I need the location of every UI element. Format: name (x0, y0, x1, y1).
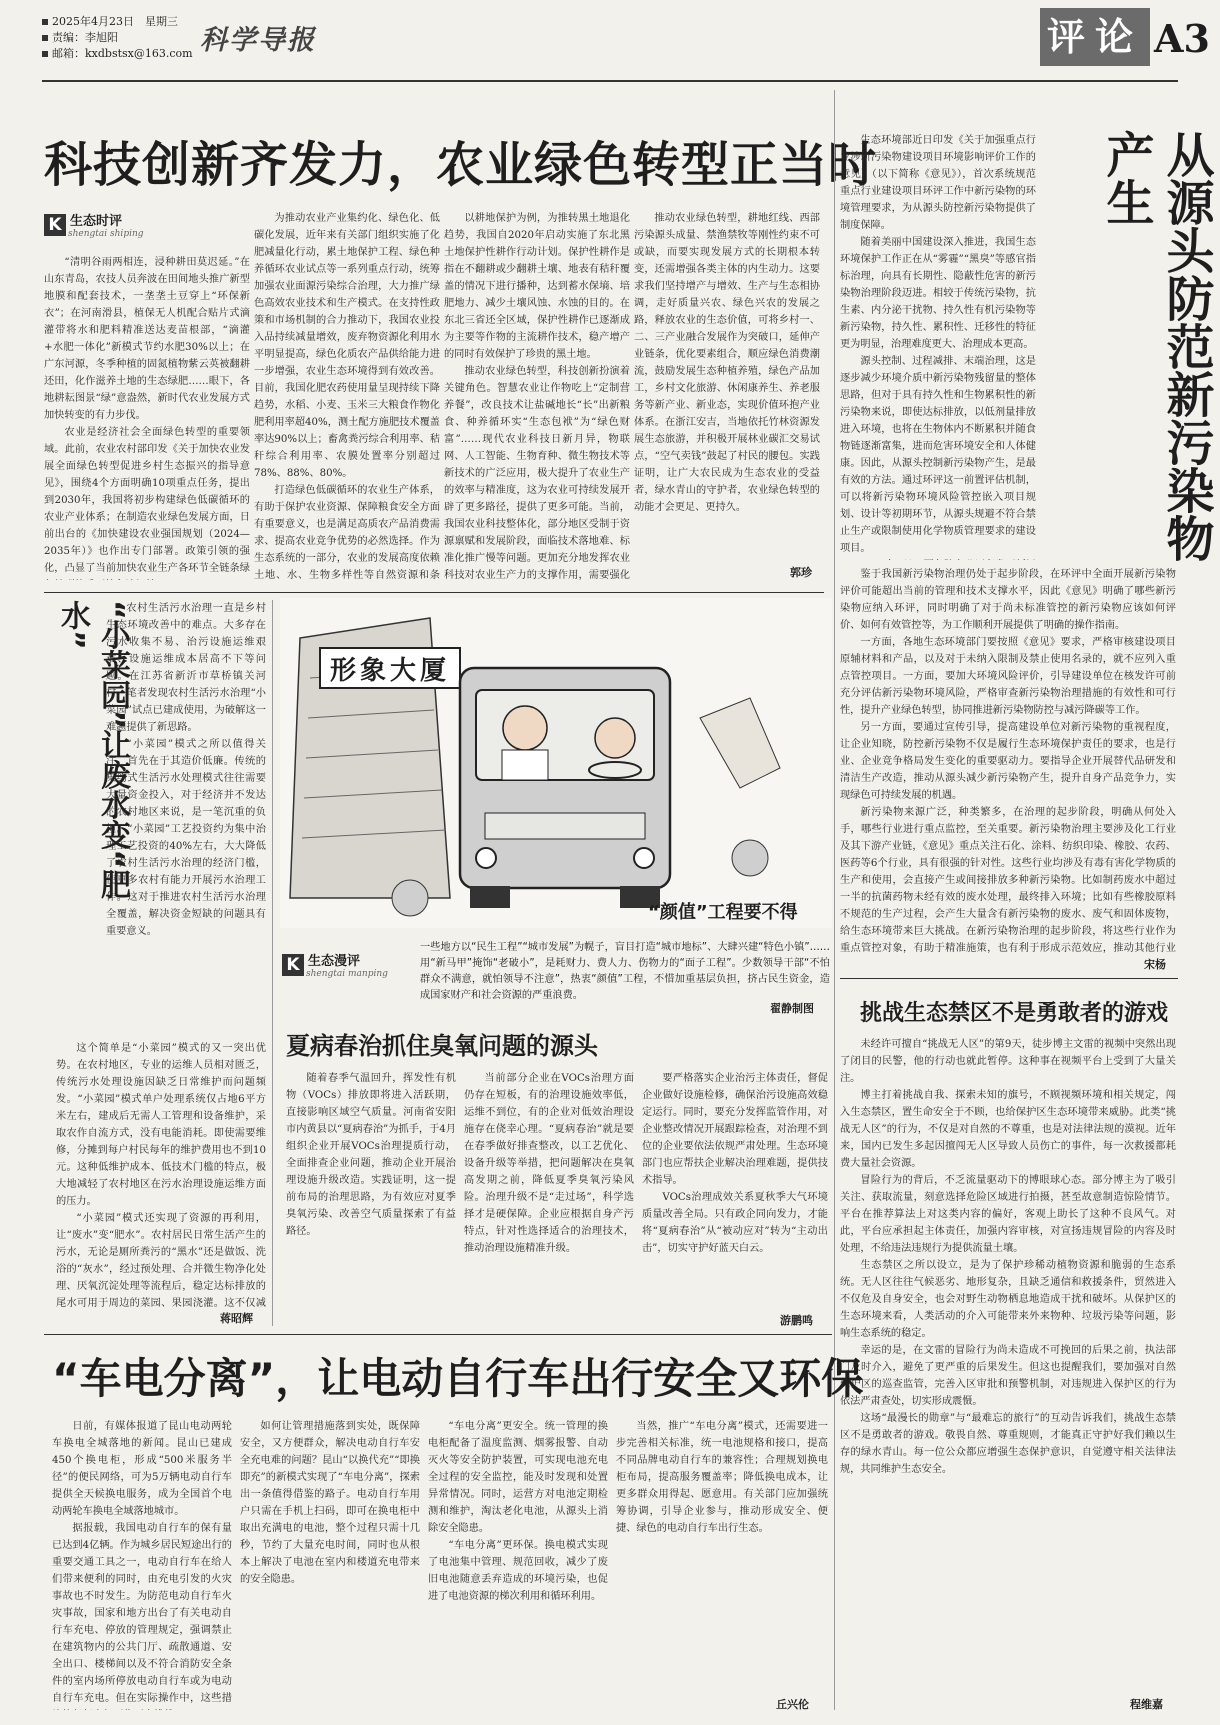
masthead-info (42, 14, 212, 62)
ebike-col-3: “车电分离”更安全。统一管理的换电柜配备了温度监测、烟雾报警、自动灭火等安全防护装置，可实现电池充电全过程的安全监控，能及时发现和处置异常情况。同时，运营方对电池定期检测和维护，淘汰老化电池，从源头上消除安全隐患。 “车电分离”更环保。换电模式实现了电池集中管理、规范回收，减少了废旧电池随意丢弃造成的环境污染，也促进了电池资源的梯次利用和循环利用。 (428, 1421, 608, 1602)
side-divider (834, 90, 835, 1710)
column-name: 生态漫评 (308, 954, 361, 969)
lead-col-3: 以耕地保护为例，为推转黑土地退化趋势，我国自2020年启动实施了东北黑土地保护性耕作行动计划。保护性耕作是指在不翻耕或少翻耕土壤、地表有秸秆覆盖的情况下进行播种，达到蓄水保墒、培肥地力、减少土壤风蚀、水蚀的目的。在东北三省还全区域，保护性耕作已逐渐成为主要等作物的主流耕作技术，稳产增产的同时有效保护了珍贵的黑土地。 推动农业绿色转型，科技创新扮演着关键角色。智慧农业让作物吃上“定制营养餐”，改良技术让盐碱地长“长”出新粮食、种养循环实“生态包袱”为“绿色财富”……现代农业科技日新月异，物联网、人工智能、生物育种、微生物技术等新技术的广泛应用，极大提升了农业生产的效率与精准度，这为农业可持续发展开辟了更多路径，提供了更多可能。当前，我国农业科技整体化，部分地区受制于资源禀赋和发展阶段，面临技术落地难、标准化推广慢等问题。更加充分地发挥农业科技对农业生产力的支撑作用，需要强化 (444, 213, 630, 580)
lead-headline: 科技创新齐发力，农业绿色转型正当时 (44, 137, 878, 193)
summer-col-2: 当前部分企业在VOCs治理方面仍存在短板，有的治理设施效率低，运维不到位，有的企业对低效治理设施存在侥幸心理。“夏病春治”就是要在春季做好排查整改，以工艺优化、设备升级等举措，把问题解决在臭氧高发期之前，降低夏季臭氧污染风险。治理升级不是“走过场”，科学选择才是硬保障。企业应根据自身产污特点，针对性选择适合的治理技术，推动治理设施精准升级。 (464, 1073, 634, 1254)
page-number: A3 (1154, 16, 1210, 61)
lead-col-4: 推动农业绿色转型，耕地红线、西部污染源头成量、禁渔禁牧等刚性约束不可或缺，而要实现发展方式的长期根本转变，还需增强各类主体的内生动力。这要求我们坚持增产与增效、生产与生态相协调，走好质量兴农、绿色兴农的发展之路，释放农业的生态价值，可将乡村一、二、三产业融合发展作为突破口，延伸产业链条，优化要素组合，顺应绿色消费潮流，鼓励发展生态种植养殖，绿色产品加工，乡村文化旅游、休闲康养生、养老服务等新产业、新业态，实现价值环抱产业体系。在浙江安吉，当地依托竹林资源发展生态旅游，并积极开展林业碳汇交易试点，“空气卖钱”鼓起了村民的腰包。实践证明，让广大农民成为生态农业的受益者，绿水青山的守护者，农业绿色转型的动能才会更足、更持久。 (634, 213, 820, 513)
lead-bottom-rule (44, 592, 824, 593)
reserve-signature: 程维嘉 (1130, 1698, 1163, 1711)
column-pinyin: shengtai manping (306, 969, 388, 979)
reserve-body: 未经许可擅自“挑战无人区”的第9天，徒步博主文雷的视频中突然出现了闭目的民警，他的行动也就此暂停。这种事在视频平台上受到了大量关注。 博主打着挑战自我、探索未知的旗号，不顾视频环境和相关规定，闯入生态禁区，置生命安全于不顾，也给保护区生态环境带来威胁。此类“挑战无人区”的行为，不仅是对自然的不尊重，也是对法律法规的漠视。近年来，国内已发生多起因擅闯无人区导致人员伤亡的事件，每一次救援都耗费大量社会资源。 冒险行为的背后，不乏流量驱动下的博眼球心态。部分博主为了吸引关注、获取流量，刻意选择危险区域进行拍摄，甚至故意制造惊险情节。平台在推荐算法上对这类内容的偏好，客观上助长了这种不良风气。对此，平台应承担起主体责任，加强内容审核，对宣扬违规冒险的内容及时处理，不给违法违规行为提供流量土壤。 生态禁区之所以设立，是为了保护珍稀动植物资源和脆弱的生态系统。无人区往往气候恶劣、地形复杂，且缺乏通信和救援条件，贸然进入不仅危及自身安全，也会对野生动物栖息地造成干扰和破坏。从保护区的生态环境来看，人类活动的介入可能带来外来物种、垃圾污染等问题，影响生态系统的稳定。 幸运的是，在文雷的冒险行为尚未造成不可挽回的后果之前，执法部门及时介入，避免了更严重的后果发生。但这也提醒我们，要加强对自然保护区的巡查监管，完善入区审批和预警机制，对违规进入保护区的行为依法严肃查处，切实形成震慑。 这场“最漫长的勋章”与“最难忘的旅行”的互动告诉我们，挑战生态禁区不是勇敢者的游戏。敬畏自然、尊重规则，才能真正守护好我们赖以生存的绿水青山。每一位公众都应增强生态保护意识，自觉遵守相关法律法规，共同维护生态安全。 (840, 1039, 1176, 1475)
side-headline: 从源头防范新污染物产生 (1098, 130, 1214, 562)
summer-col-1: 随着春季气温回升，挥发性有机物（VOCs）排放即将进入活跃期，直接影响区域空气质量。河南省安阳市内黄县以“夏病春治”为抓手，于4月组织企业开展VOCs治理提质行动，全面排查企业问题，推动企业开展治理设施升级改造。实践证明，这一提前布局的治理思路，为有效应对夏季臭氧污染、改善空气质量探索了有益路径。 (286, 1073, 456, 1237)
cartoon-caption: “颜值”工程要不得 (648, 902, 798, 923)
ebike-col-4: 当然，推广“车电分离”模式，还需要进一步完善相关标准，统一电池规格和接口，提高不同品牌电动自行车的兼容性；合理规划换电柜布局，提高服务覆盖率；降低换电成本，让更多群众用得起、愿意用。有关部门应加强统筹协调，引导企业参与，推动形成安全、便捷、绿色的电动自行车出行生态。 (616, 1421, 828, 1534)
section-name: 评论 (1040, 8, 1150, 66)
ebike-signature: 丘兴伦 (776, 1698, 809, 1711)
lead-col-2: 为推动农业产业集约化、绿色化、低碳化发展，近年来有关部门组织实施了化肥减量化行动，累土地保护工程、绿色种养循环农业试点等一系列重点行动，统筹加强农业面源污染综合治理，大力推广绿色高效农业技术和生产模式。在支持性政策和市场机制的合力推动下，我国农业投入品持续减量增效，废弃物资源化利用水平明显提高，绿色化质农产品供给能力进一步增强，农业生态环境得到有效改善。目前，我国化肥农药使用量呈现持续下降趋势，水稻、小麦、玉米三大粮食作物化肥利用率超40%，测土配方施肥技术覆盖率达90%以上；畜禽粪污综合利用率、秸秆综合利用率、农膜处置率分别超过78%、88%、80%。 打造绿色低碳循环的农业生产体系，有助于保护农业资源、保障粮食安全方面有重要意义，也是满足高质农产品消费需求、提高农业竞争优势的必然选择。作为生态系统的一部分，农业的发展高度依赖土地、水、生物多样性等自然资源和条 (254, 213, 440, 580)
issue-date: 2025年4月23日 星期三 (42, 14, 212, 30)
cartoon-description: 一些地方以“民生工程”“城市发展”为幌子，盲目打造“城市地标”、大肆兴建“特色小镇”……用“新马甲”掩饰“老破小”，是耗财力、费人力、伤物力的“面子工程”。少数领导干部“不怕群众不满意，就怕领导不注意”，热衷“颜值”工程，不惜加重基层负担，挤占民生资金，造成国家财产和社会资源的严重浪费。 (420, 942, 830, 1001)
side-bottom-rule (840, 978, 1178, 979)
column-name: 生态时评 (70, 214, 123, 229)
paper-name: 科学导报 (200, 25, 316, 56)
vegetable-divider (272, 600, 273, 1326)
lead-signature: 郭珍 (790, 566, 812, 579)
ebike-col-2: 如何让管理措施落到实处，既保障安全，又方便群众，解决电动自行车安全充电难的问题？昆山“以换代充”“即换即充”的新模式实现了“车电分离”，探索出一条值得借鉴的路子。电动自行车用户只需在手机上扫码，即可在换电柜中取出充满电的电池，整个过程只需十几秒，节约了大量充电时间，同时也从根本上解决了电池在室内和楼道充电带来的安全隐患。 (240, 1421, 420, 1585)
vegetable-signature: 蒋昭辉 (220, 1312, 253, 1325)
vegetable-col-2: 这个简单是“小菜园”模式的又一突出优势。在农村地区，专业的运维人员相对匮乏，传统污水处理设施因缺乏日常维护而问题频发。“小菜园”模式单户处理系统仅占地6平方米左右，建成后无需人工管理和设备维护，采取农作自流方式，没有电能消耗。即使需要维修，分摊到每户村民每年的维护费用也不到10元。这种低维护成本、低技术门槛的特点，极大地减轻了农村地区在污水治理设施运维方面的压力。 “小菜园”模式还实现了资源的再利用，让“废水”变“肥水”。农村居民日常生活产生的污水，无论是厕所粪污的“黑水”还是做饭、洗浴的“灰水”，经过预处理、合并微生物净化处理、厌氧沉淀处理等流程后，稳定达标排放的尾水可用于周边的菜园、果园浇灌。这不仅减 (56, 1043, 266, 1308)
lead-col-1: “清明谷雨两相连，浸种耕田莫迟延。”在山东青岛，农技人员奔波在田间地头推广新型地膜和配套技术，一垄垄土豆穿上“环保新衣”；在河南滑县，植保无人机配合贴片式滴灌带将水和肥料精准送达麦苗根部，“滴灌+水肥一体化”新模式节约水肥30%以上；在广东河源，冬季种植的固氮植物紫云英被翻耕还田，化作滋养土地的生态绿肥……眼下，各地耕耘图景“绿”意盎然，新时代农业发展方式加快转变的有力步伐。 农业是经济社会全面绿色转型的重要领域。此前，农业农村部印发《关于加快农业发展全面绿色转型促进乡村生态振兴的指导意见》，围绕4个方面明确10项重点任务，提出到2030年，我国将初步构建绿色低碳循环的农业产业体系；在制造农业绿色发展方面，日前出台的《加快建设农业强国规划（2024—2035年）》也作出专门部署。政策引领的强化，凸显了当前加快农业生产各环节全链条绿 (44, 257, 250, 574)
summer-headline: 夏病春治抓住臭氧问题的源头 (286, 1032, 598, 1060)
cartoon-illustration (280, 598, 832, 928)
editor-line: 责编：李旭阳 (42, 30, 212, 46)
cartoon-sign: 形象大厦 (329, 656, 450, 686)
reserve-headline: 挑战生态禁区不是勇敢者的游戏 (860, 1001, 1169, 1026)
manping-column-badge (282, 950, 388, 979)
k-logo-icon: K (44, 214, 66, 236)
summer-col-3: 要严格落实企业治污主体责任，督促企业做好设施检修，确保治污设施高效稳定运行。同时，要充分发挥监管作用，对企业整改情况开展跟踪检查，对治理不到位的企业要依法依规严肃处理。生态环境部门也应帮扶企业解决治理难题，提供技术指导。 VOCs治理成效关系夏秋季大气环境质量改善全局。只有政企同向发力，才能将“夏病春治”从“被动应对”转为“主动出击”，切实守护好蓝天白云。 (642, 1073, 828, 1254)
email-line: 邮箱：kxdbstsx@163.com (42, 46, 212, 62)
side-signature: 宋杨 (1144, 958, 1166, 971)
vegetable-headline: “小菜园”让废水变“肥水” (55, 600, 130, 900)
ebike-headline: “车电分离”，让电动自行车出行安全又环保 (52, 1354, 864, 1403)
cartoon-image (280, 598, 832, 928)
shiping-column-badge (44, 210, 144, 239)
side-col-1: 生态环境部近日印发《关于加强重点行业涉新污染物建设项目环境影响评价工作的意见》（以下简称《意见》），首次系统规范重点行业建设项目环评工作中新污染物的环境管理要求，为从源头防控新污染物提供了制度保障。 随着美丽中国建设深入推进，我国生态环境保护工作正在从“雾霾”“黑臭”等感官指标治理，向具有长期性、隐蔽性危害的新污染物治理阶段迈进。相较于传统污染物，抗生素、内分泌干扰物、持久性有机污染物等新污染物，持久性、累积性、迁移性的特征更为明显，治理难度更大、治理成本更高。 源头控制、过程减排、末端治理，这是逐步减少环境介质中新污染物残留量的整体思路，但对于具有持久性和生物累积性的新污染物来说，即使达标排放，以低剂量排放进入环境，也将在生物体内不断累积并随食物链逐渐富集，进而危害环境安全和人体健康。因此，从源头控制新污染物产生，是最有效的方法。通过环评这一前置评估机制，可以将新污染物环境风险管控嵌入项目规划、设计等初期环节，从源头规避不符合禁止生产或限制使用化学物质管理要求的建设项目。 (840, 135, 1036, 554)
masthead-rule (42, 80, 1178, 82)
vegetable-col-1: 农村生活污水治理一直是乡村生态环境改善中的难点。大多存在污水收集不易、治污设施运维艰难、设施运维成本居高不下等问题。在江苏省新沂市草桥镇关河村，笔者发现农村生活污水治理“小菜园”试点已建成使用，为破解这一难题提供了新思路。 “小菜园”模式之所以值得关注，首先在于其造价低廉。传统的集约式生活污水处理模式往往需要大量资金投入，对于经济并不发达的农村地区来说，是一笔沉重的负担。“小菜园”工艺投资约为集中治理工艺投资的40%左右，大大降低了农村生活污水治理的经济门槛，使更多农村有能力开展污水治理工作。这对于推进农村生活污水治理全覆盖，解决资金短缺的问题具有重要意义。 (106, 603, 266, 937)
summer-signature: 游鹏鸣 (780, 1314, 813, 1327)
middle-bottom-rule (44, 1334, 832, 1335)
ebike-col-1: 日前，有媒体报道了昆山电动两轮车换电全城落地的新闻。昆山已建成450个换电柜，形成“500米服务半径”的便民网络，可为5万辆电动自行车提供全天候换电服务，成为全国首个电动两轮车换电全域落地城市。 据报载，我国电动自行车的保有量已达到4亿辆。作为城乡居民短途出行的重要交通工具之一，电动自行车在给人们带来便利的同时，由充电引发的火灾事故也不时发生。为防范电动自行车火灾事故，国家和地方出台了有关电动自行车充电、停放的管理规定，强调禁止在建筑物内的公共门厅、疏散通道、安全出口、楼梯间以及不符合消防安全条件的室内场所停放电动自行车或为电动自行车充电。但在实际操作中，这些措 (52, 1421, 232, 1704)
side-col-2: 鉴于我国新污染物治理仍处于起步阶段，在环评中全面开展新污染物评价可能超出当前的管理和技术支撑水平，因此《意见》明确了哪些新污染物应纳入环评，同时明确了对于尚未标准管控的新污染物应该如何评价、如何有效管控等，为工作顺利开展提供了明确的操作指南。 一方面，各地生态环境部门要按照《意见》要求，严格审核建设项目原辅材料和产品，以及对于未纳入限制及禁止使用名录的，就不应列入重点管控项目。一方面，要加大环境风险评价，引导建设单位在核发许可前充分评估新污染物环境风险，严格审查新污染物治理措施的有效性和可行性，提升产业绿色转型，协同推进新污染物防控与减污降碳等工作。 另一方面，要通过宣传引导，提高建设单位对新污染物的重视程度，让企业知晓，防控新污染物不仅是履行生态环境保护责任的要求，也是行业、企业竞争格局发生变化的重要驱动力。要指导企业开展替代品研发和清洁生产改造，推动从源头减少新污染物产生，提升自身产品竞争力，实现绿色可持续发展的机遇。 新污染物来源广泛，种类繁多，在治理的起步阶段，明确从何处入手，哪些行业进行重点监控，至关重要。新污染物治理主要涉及化工行业及其下游产业链，《意见》重点关注石化、涂料、纺织印染、橡胶、农药、医药等6个行业，具有很强的针对性。这些行业均涉及有毒有害化学物质的生产和使用，会直接产生或间接排放多种新污染物。比如制药废水中超过一半的抗菌药物未经有效的废水处理，最终排入环境；比如有些橡胶原料不规范的生产过程，会产生大量含有新污染物的废水、废气和固体废物，给生态环境带来巨大挑战。在新污染物治理的起步阶段，将这些行业作为重点管控对象，有助于精准施策，也有利于形成示范效应，推动其他行业 (840, 569, 1176, 954)
column-pinyin: shengtai shiping (68, 229, 144, 239)
cartoon-credit: 翟静制图 (770, 1002, 814, 1015)
k-logo-icon: K (282, 954, 304, 976)
